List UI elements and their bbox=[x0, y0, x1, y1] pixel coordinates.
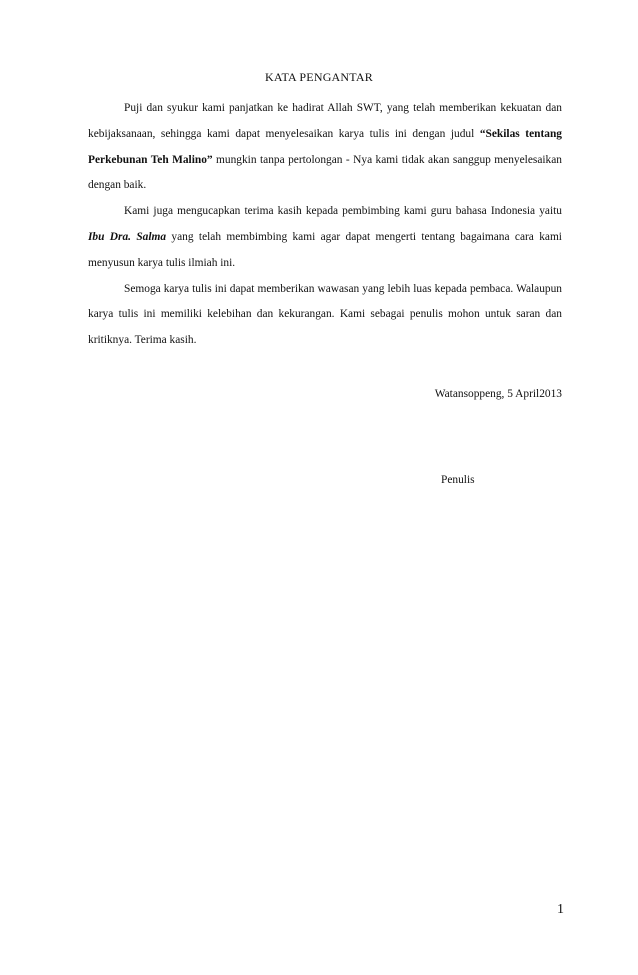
paragraph-2-text-end: yang telah membimbing kami agar dapat mengerti tentang bagaimana cara kami menyusun karya tulis ilmiah ini. bbox=[88, 230, 562, 269]
place-date: Watansoppeng, 5 April2013 bbox=[434, 388, 562, 400]
paragraph-1 bbox=[88, 96, 562, 199]
page-number: 1 bbox=[557, 902, 564, 917]
paragraph-2-text-start: Kami juga mengucapkan terima kasih kepada pembimbing kami guru bahasa Indonesia yaitu bbox=[124, 205, 562, 218]
paragraph-3 bbox=[88, 277, 562, 354]
paragraph-3-text: Semoga karya tulis ini dapat memberikan wawasan yang lebih luas kepada pembaca. Walaupun karya tulis ini memiliki kelebihan dan kekurangan. Kami sebagai penulis mohon untuk saran dan kritiknya. Terima kasih. bbox=[88, 282, 562, 347]
paragraph-2 bbox=[88, 199, 562, 276]
page-title: KATA PENGANTAR bbox=[265, 70, 373, 84]
essay-title-emphasis: “Sekilas tentang Perkebunan Teh Malino” bbox=[88, 127, 562, 166]
signer-label: Penulis bbox=[441, 474, 475, 486]
mentor-name-emphasis: Ibu Dra. Salma bbox=[88, 230, 167, 243]
paragraph-1-text-end: mungkin tanpa pertolongan - Nya kami tidak akan sanggup menyelesaikan dengan baik. bbox=[88, 153, 562, 192]
paragraph-1-text-start: Puji dan syukur kami panjatkan ke hadirat Allah SWT, yang telah memberikan kekuatan dan kebijaksanaan, sehingga kami dapat menyelesaikan karya tulis ini dengan judul bbox=[88, 102, 562, 140]
body-text bbox=[88, 96, 562, 354]
